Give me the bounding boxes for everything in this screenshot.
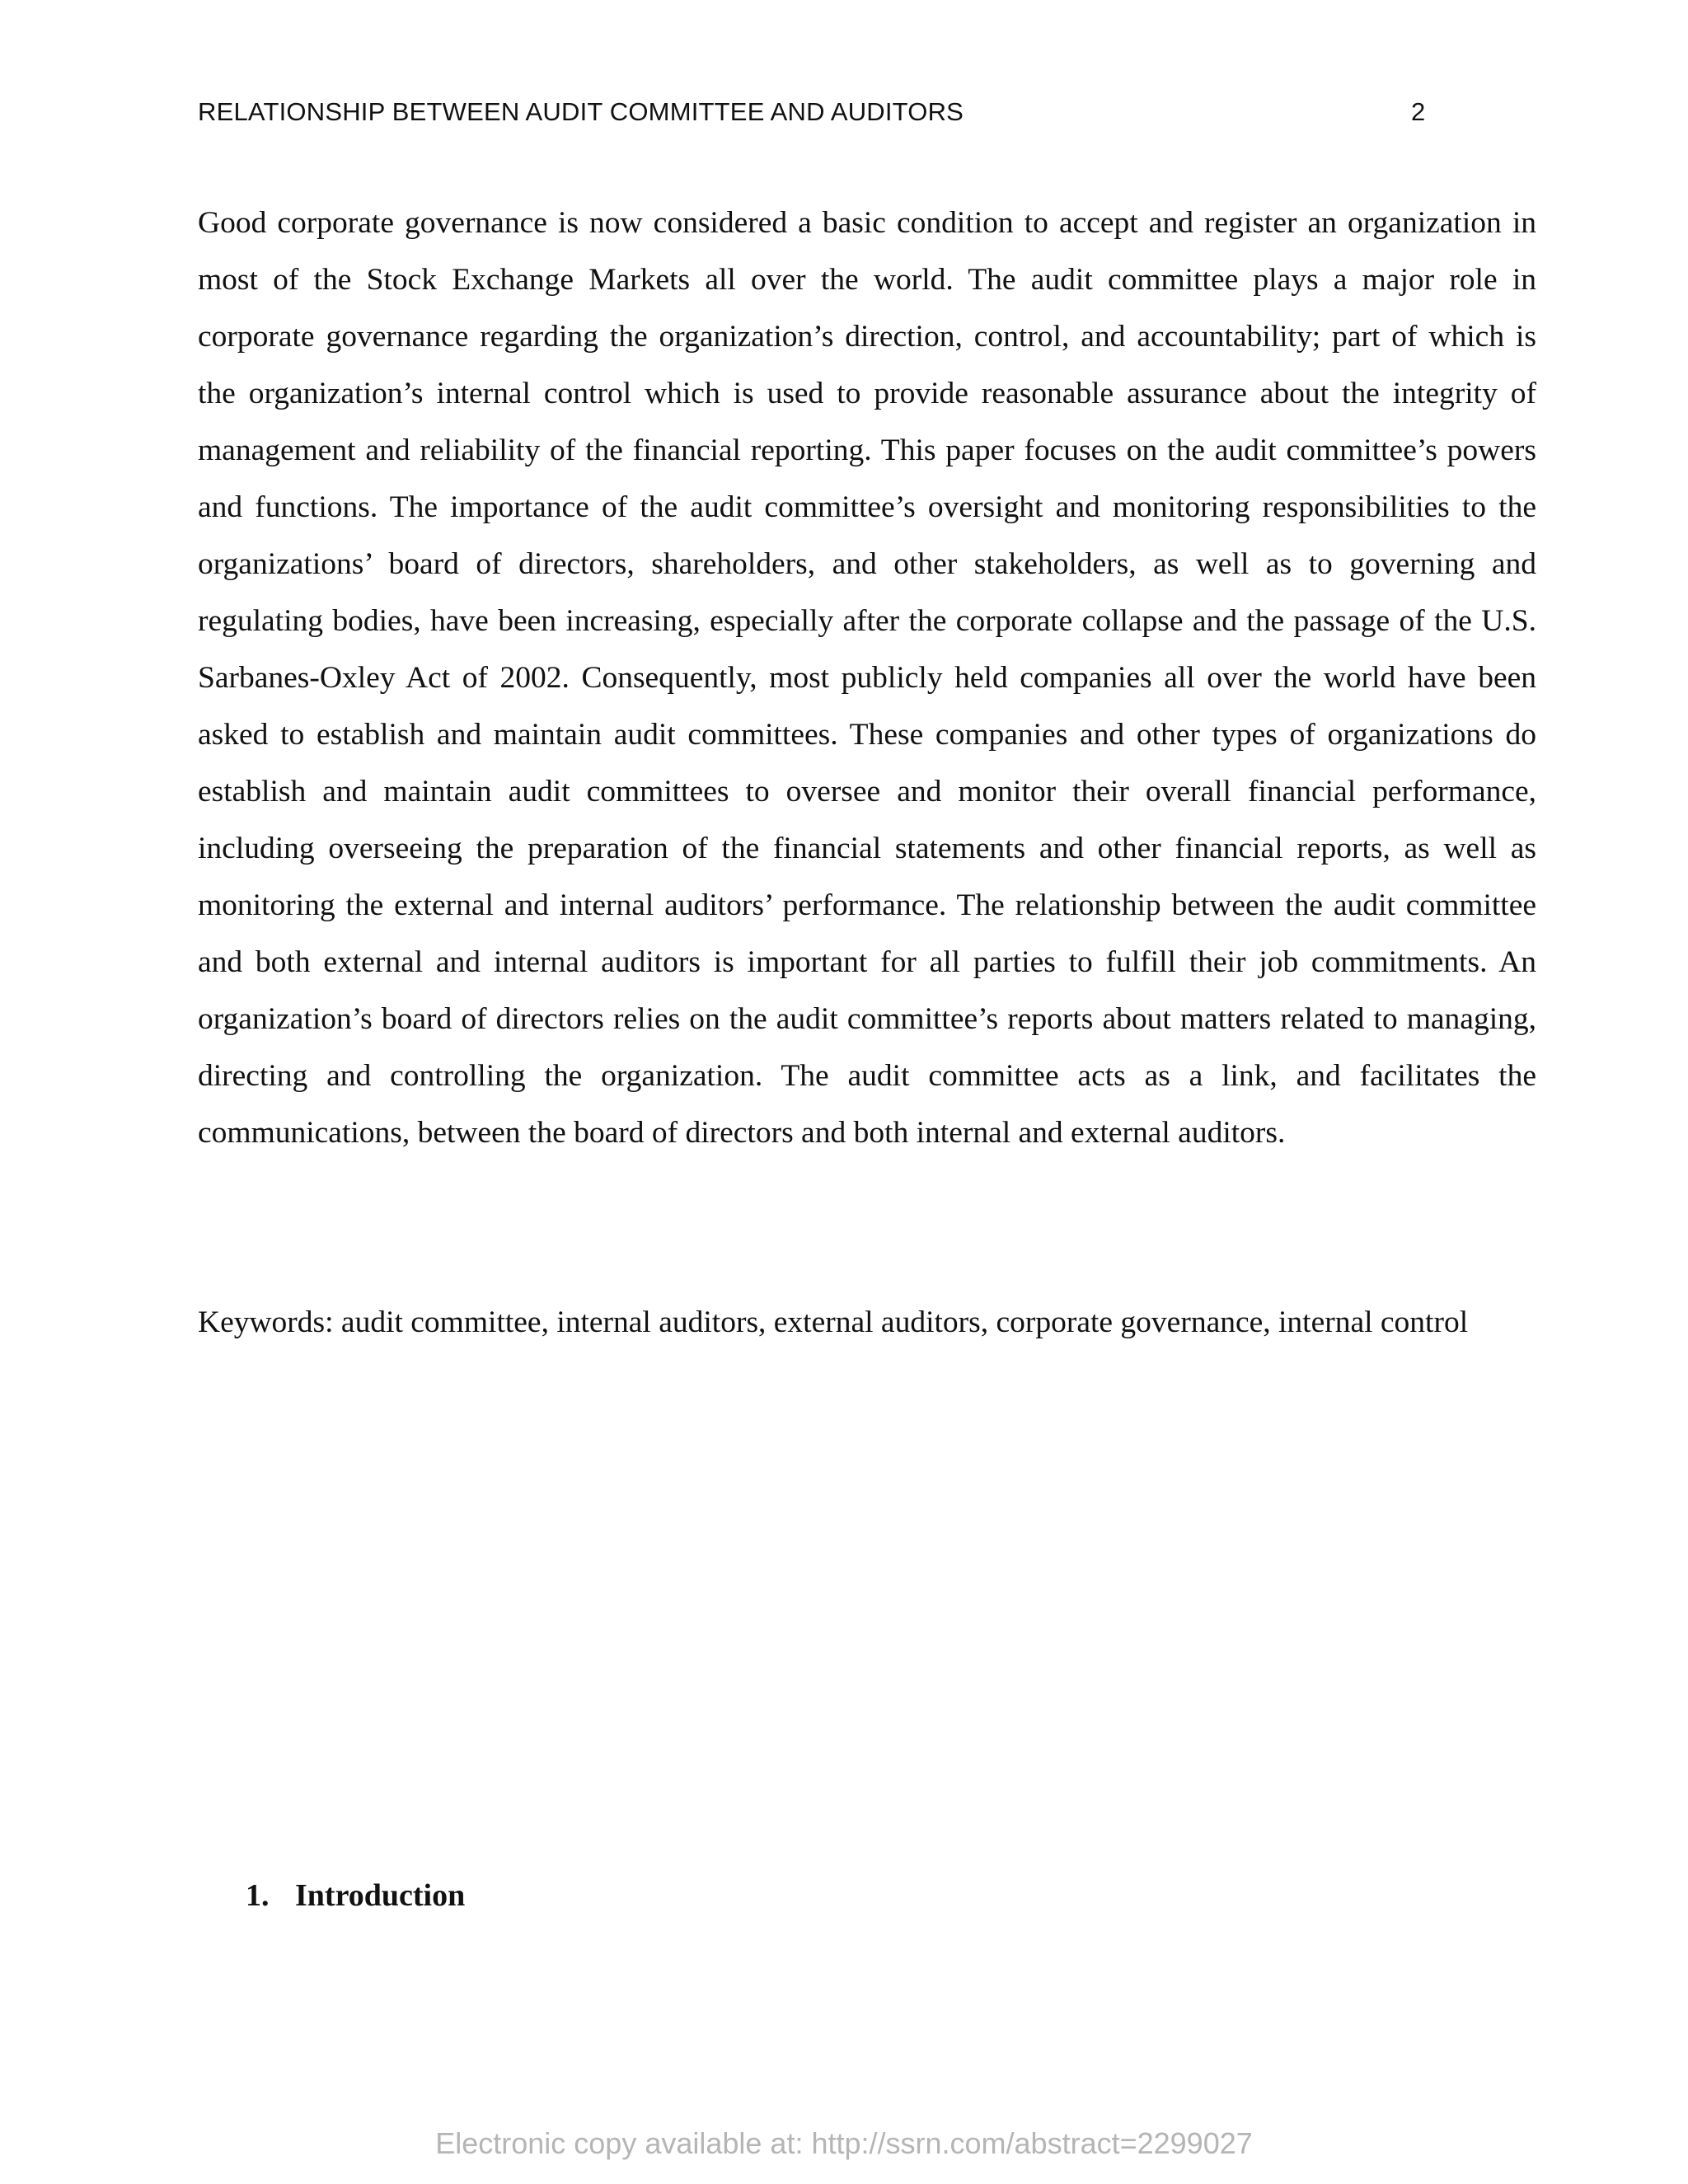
- running-head-title: RELATIONSHIP BETWEEN AUDIT COMMITTEE AND AUDITORS: [198, 97, 964, 126]
- keywords-paragraph: Keywords: audit committee, internal auditors, external auditors, corporate governance, internal control: [198, 1305, 1469, 1339]
- section-title: Introduction: [295, 1878, 466, 1913]
- page-number: 2: [1411, 97, 1426, 126]
- section-heading-introduction: [246, 1877, 465, 1914]
- section-number: 1.: [246, 1878, 270, 1913]
- ssrn-footer-note: Electronic copy available at: http://ssrn.com/abstract=2299027: [435, 2126, 1253, 2160]
- abstract-paragraph: Good corporate governance is now considered a basic condition to accept and register an organization in most of the Stock Exchange Markets all over the world. The audit committee plays a major role in corporate governance regarding the organization’s direction, control, and accountability; part of which is the organization’s internal control which is used to provide reasonable assurance about the integrity of management and reliability of the financial reporting. This paper focuses on the audit committee’s powers and functions. The importance of the audit committee’s oversight and monitoring responsibilities to the organizations’ board of directors, shareholders, and other stakeholders, as well as to governing and regulating bodies, have been increasing, especially after the corporate collapse and the passage of the U.S. Sarbanes-Oxley Act of 2002. Consequently, most publicly held companies all over the world have been asked to establish and maintain audit committees. These companies and other types of organizations do establish and maintain audit committees to oversee and monitor their overall financial performance, including overseeing the preparation of the financial statements and other financial reports, as well as monitoring the external and internal auditors’ performance. The relationship between the audit committee and both external and internal auditors is important for all parties to fulfill their job commitments. An organization’s board of directors relies on the audit committee’s reports about matters related to managing, directing and controlling the organization. The audit committee acts as a link, and facilitates the communications, between the board of directors and both internal and external auditors.: [198, 206, 1536, 1150]
